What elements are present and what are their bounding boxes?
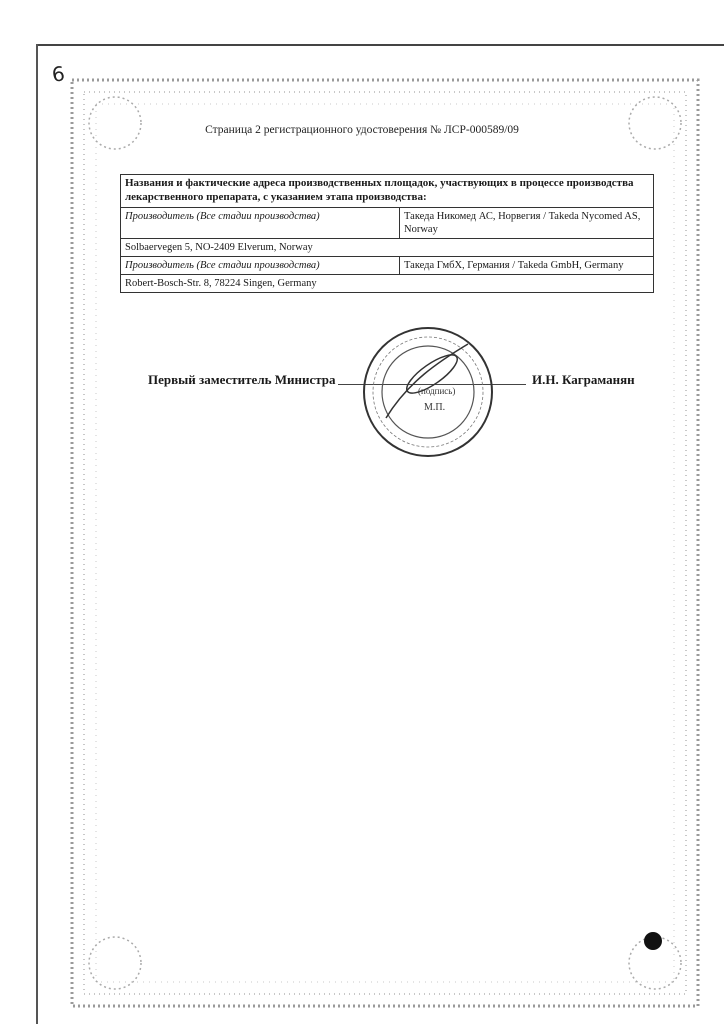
manufacturer-company: Такеда ГмбХ, Германия / Takeda GmbH, Germany — [400, 256, 654, 274]
scan-edge-top — [38, 44, 724, 46]
table-row — [121, 275, 654, 293]
manufacturer-company: Такеда Никомед АС, Норвегия / Takeda Nycomed AS, Norway — [400, 207, 654, 238]
signatory-position: Первый заместитель Министра — [148, 372, 336, 387]
manufacturer-address: Solbaervegen 5, NO-2409 Elverum, Norway — [121, 238, 654, 256]
manufacturers-table — [120, 174, 654, 293]
page-header: Страница 2 регистрационного удостоверения № ЛСР-000589/09 — [205, 124, 519, 136]
manufacturer-role: Производитель (Все стадии производства) — [121, 256, 400, 274]
hole-punch-mark — [644, 932, 662, 950]
scan-edge-left — [36, 44, 38, 1024]
stamp-mp-label: М.П. — [424, 402, 446, 413]
table-title-row — [121, 175, 654, 208]
table-title: Названия и фактические адреса производственных площадок, участвующих в процессе производства лекарственного препарата, с указанием этапа производства: — [121, 175, 654, 208]
stamp-signature-label: (подпись) — [418, 386, 456, 396]
handwritten-page-mark: 6 — [50, 61, 67, 87]
table-row — [121, 238, 654, 256]
table-row — [121, 207, 654, 238]
manufacturer-address: Robert-Bosch-Str. 8, 78224 Singen, Germany — [121, 275, 654, 293]
signatory-name: И.Н. Каграманян — [532, 372, 635, 387]
table-row — [121, 256, 654, 274]
manufacturer-role: Производитель (Все стадии производства) — [121, 207, 400, 238]
